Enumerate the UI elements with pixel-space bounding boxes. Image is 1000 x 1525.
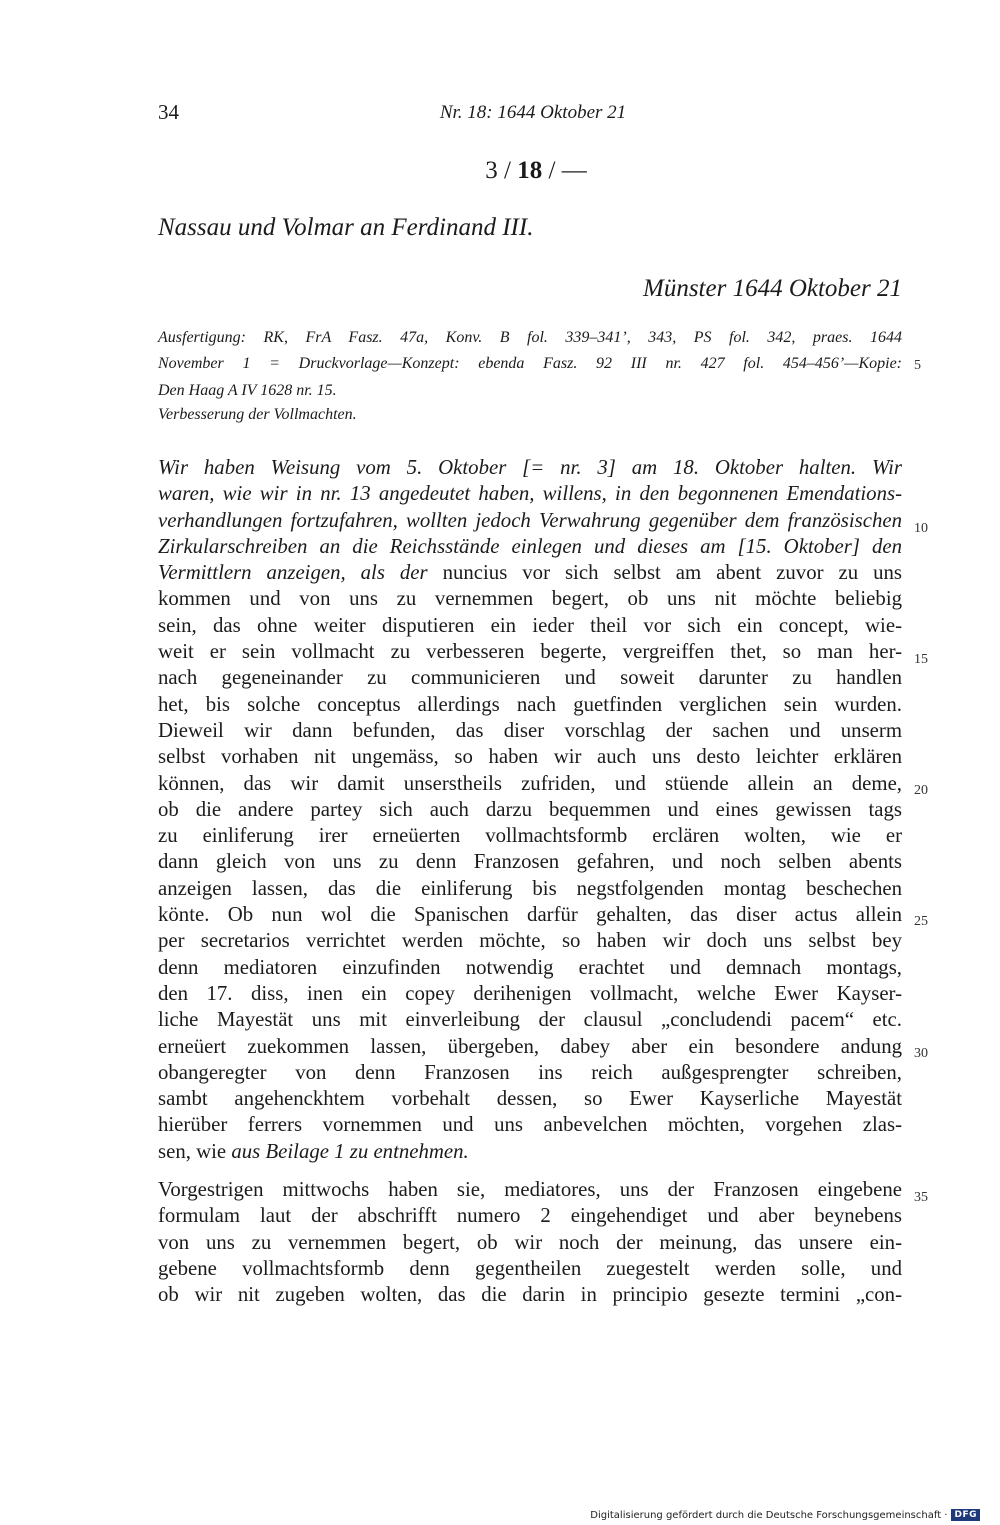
text-line: waren, wie wir in nr. 13 angedeutet haben, willens, in den begonnenen Emendations- — [158, 482, 902, 506]
text-line: Vermittlern anzeigen, als der nuncius vor sich selbst am abent zuvor zu uns — [158, 561, 902, 585]
line-number: 10 — [914, 521, 928, 536]
paragraph-2 — [158, 1177, 902, 1308]
text-line: von uns zu vernemmen begert, ob wir noch der meinung, das unsere ein- — [158, 1230, 902, 1254]
text-line: verhandlungen fortzufahren, wollten jedoch Verwahrung gegenüber dem französischen — [158, 508, 902, 532]
text-line: sein, das ohne weiter disputieren ein ieder theil vor sich ein concept, wie- — [158, 613, 902, 637]
document-title: Nassau und Volmar an Ferdinand III. — [158, 214, 534, 241]
text-line: sambt angehenckhtem vorbehalt dessen, so Ewer Kayserliche Mayestät — [158, 1087, 902, 1111]
line-number: 25 — [914, 914, 928, 929]
document-number — [158, 157, 908, 185]
text-line: erneüert zuekommen lassen, übergeben, dabey aber ein besondere andung — [158, 1034, 902, 1058]
line-number: 30 — [914, 1046, 928, 1061]
text-line: ob wir nit zugeben wolten, das die darin in principio gesezte termini „con- — [158, 1283, 902, 1307]
text-line: Dieweil wir dann befunden, das diser vorschlag der sachen und unserm — [158, 718, 902, 742]
line-number: 5 — [914, 358, 921, 373]
document-body — [158, 455, 902, 1309]
text-line: selbst vorhaben nit ungemäss, so haben wir auch uns desto leichter erklären — [158, 745, 902, 769]
dfg-logo: DFG — [951, 1509, 980, 1521]
text-line: het, bis solche conceptus allerdings nach guetfinden verglichen sein wurden. — [158, 692, 902, 716]
text-line: dann gleich von uns zu denn Franzosen gefahren, und noch selben abents — [158, 850, 902, 874]
place-date: Münster 1644 Oktober 21 — [643, 275, 902, 302]
text-line: Vorgestrigen mittwochs haben sie, mediatores, uns der Franzosen eingebene — [158, 1178, 902, 1202]
source-line: Ausfertigung: RK, FrA Fasz. 47a, Konv. B fol. 339–341’, 343, PS fol. 342, praes. 1644 — [158, 329, 902, 346]
line-number: 15 — [914, 652, 928, 667]
page-footer — [590, 1509, 980, 1521]
document-number-main: 18 — [517, 157, 543, 184]
text-line: gebene vollmachtsformb denn gegentheilen zuegestelt werden solle, und — [158, 1256, 902, 1280]
page-number: 34 — [158, 100, 179, 124]
line-number: 20 — [914, 783, 928, 798]
text-line: hierüber ferrers vornemmen und uns anbevelchen möchten, vorgehen zlas- — [158, 1113, 902, 1137]
text-line: weit er sein vollmacht zu verbesseren begerte, vergreiffen thet, so man her- — [158, 640, 902, 664]
footer-text: Digitalisierung gefördert durch die Deutsche Forschungsgemeinschaft · — [590, 1509, 948, 1521]
text-line: anzeigen lassen, das die einliferung bis negstfolgenden montag beschechen — [158, 876, 902, 900]
document-number-prefix: 3 / — [485, 157, 518, 184]
text-line: kommen und von uns zu vernemmen begert, ob uns nit möchte beliebig — [158, 587, 902, 611]
document-number-suffix: / — — [542, 157, 587, 184]
line-number: 35 — [914, 1190, 928, 1205]
text-line: liche Mayestät uns mit einverleibung der clausul „concludendi pacem“ etc. — [158, 1008, 902, 1032]
text-line: können, das wir damit unserstheils zufriden, und stüende allein an deme, — [158, 771, 902, 795]
text-line: denn mediatoren einzufinden notwendig erachtet und demnach montags, — [158, 955, 902, 979]
text-line: obangeregter von denn Franzosen ins reich außgesprengter schreiben, — [158, 1060, 902, 1084]
source-line: November 1 = Druckvorlage—Konzept: ebenda Fasz. 92 III nr. 427 fol. 454–456’—Kopie: — [158, 355, 902, 373]
text-line: zu einliferung irer erneüerten vollmachtsformb erclären wolten, wie er — [158, 824, 902, 848]
text-line: ob die andere partey sich auch darzu bequemmen und eines gewissen tags — [158, 797, 902, 821]
page-header — [158, 100, 902, 130]
source-line: Den Haag A IV 1628 nr. 15. — [158, 381, 337, 399]
text-line: sen, wie aus Beilage 1 zu entnehmen. — [158, 1139, 469, 1163]
text-line: Wir haben Weisung vom 5. Oktober [= nr. 3] am 18. Oktober halten. Wir — [158, 456, 902, 479]
paragraph-1 — [158, 455, 902, 1165]
text-line: den 17. diss, inen ein copey derihenigen vollmacht, welche Ewer Kayser- — [158, 981, 902, 1005]
text-line: per secretarios verrichtet werden möchte, so haben wir doch uns selbst bey — [158, 929, 902, 953]
text-line: könte. Ob nun wol die Spanischen darfür gehalten, das diser actus allein — [158, 903, 902, 927]
summary-note: Verbesserung der Vollmachten. — [158, 406, 357, 423]
source-apparatus — [158, 327, 902, 406]
running-title: Nr. 18: 1644 Oktober 21 — [439, 102, 627, 123]
text-line: formulam laut der abschrifft numero 2 eingehendiget und aber beynebens — [158, 1204, 902, 1228]
text-line: Zirkularschreiben an die Reichsstände einlegen und dieses am [15. Oktober] den — [158, 534, 902, 558]
text-line: nach gegeneinander zu communicieren und soweit darunter zu handlen — [158, 666, 902, 690]
